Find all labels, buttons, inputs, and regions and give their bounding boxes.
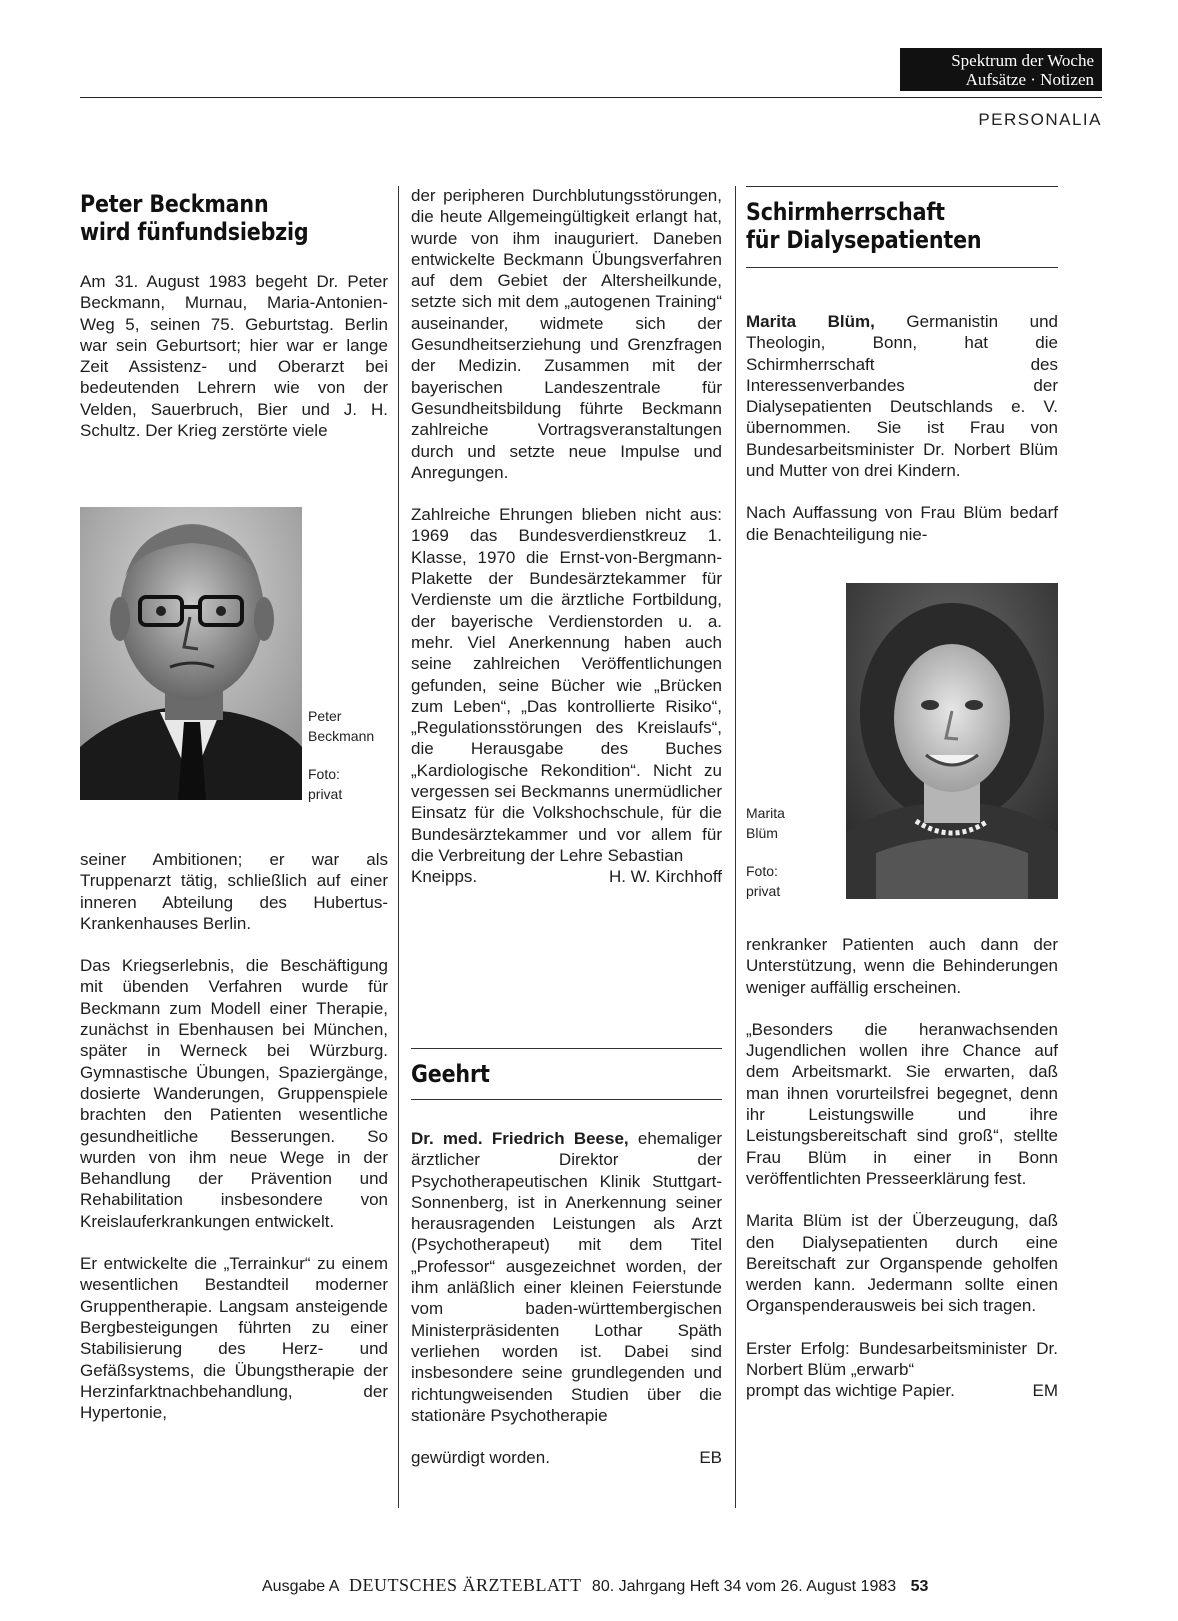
- article3-paragraph-4: „Besonders die heranwachsenden Jugendlichen wollen ihre Chance auf dem Arbeitsmarkt. Sie erwarten, daß man ihnen vorurteilsfrei begegnet, denn ihr Leistungswille und ihre Leistungsbereitschaft sind groß“, stellte Frau Blüm in einer in Bonn veröffentlichten Presseerklärung fest.: [746, 1019, 1058, 1188]
- article3-paragraph-3: renkranker Patienten auch dann der Unterstützung, wenn die Behinderungen weniger auffällig erscheinen.: [746, 935, 1058, 997]
- article1-paragraph-5: der peripheren Durchblutungsstörungen, die heute Allgemeingültigkeit erlangt hat, wurde von ihm inauguriert. Daneben entwickelte Beckmann Übungsverfahren auf dem Gebiet der Altersheilkunde, setzte sich mit dem „autogenen Training“ auseinander, widmete sich der Gesundheitserziehung und Grenzfragen der Medizin. Zusammen mit der bayerischen Landeszentrale für Gesundheitsbildung führte Beckmann zahlreiche Vortragsveranstaltungen durch und setzte neue Impulse und Anregungen.: [411, 186, 722, 482]
- article1-paragraph-1: Am 31. August 1983 begeht Dr. Peter Beckmann, Murnau, Maria-Antonien-Weg 5, seinen 75. Geburtstag. Berlin war sein Geburtsort; hier war er lange Zeit Assistenz- und Oberarzt bei bedeutenden Lehrern wie von der Velden, Sauerbruch, Bier und J. H. Schultz. Der Krieg zerstörte viele: [80, 272, 388, 441]
- column-divider-2: [735, 186, 736, 1508]
- article2-last-words: gewürdigt worden.: [411, 1448, 550, 1468]
- article3-paragraph-5: Marita Blüm ist der Überzeugung, daß den Dialysepatienten durch eine Bereitschaft zur Organspende geholfen werden kann. Jedermann sollte einen Organspenderausweis bei sich tragen.: [746, 1211, 1058, 1316]
- article1-last-word: Kneipps.: [411, 867, 478, 887]
- article1-author: H. W. Kirchhoff: [608, 867, 722, 887]
- article1-paragraph-2: seiner Ambitionen; er war als Truppenarzt tätig, schließlich auf einer inneren Abteilung des Hubertus-Krankenhauses Berlin.: [80, 850, 388, 933]
- page-footer: [262, 1575, 928, 1596]
- section-badge: [900, 48, 1102, 91]
- article1-paragraph-4: Er entwickelte die „Terrainkur“ zu einem wesentlichen Bestandteil moderner Gruppentherapie. Langsam ansteigende Bergbesteigungen führten zu einer Stabilisierung des Herz- und Gefäßsystems, die Übungstherapie der Herzinfarktnachbehandlung, der Hypertonie,: [80, 1254, 388, 1423]
- article3-person-name: Marita Blüm,: [746, 312, 875, 331]
- article1-paragraph-6: [411, 504, 722, 866]
- article1-paragraph-6-text: Zahlreiche Ehrungen blieben nicht aus: 1969 das Bundesverdienstkreuz 1. Klasse, 1970 die Ernst-von-Bergmann-Plakette der Bundesärztekammer für Verdienste um die ärztliche Fortbildung, der bayerische Verdienstorden u. a. mehr. Viel Anerkennung haben auch seine zahlreichen Veröffentlichungen gefunden, seine Bücher wie „Brücken zum Leben“, „Das kontrollierte Risiko“, „Regulationsstörungen des Kreislaufs“, die Herausgabe des Buches „Kardiologische Rekondition“. Nicht zu vergessen sei Beckmanns unermüdlicher Einsatz für die Volkshochschule, für die Bundesärztekammer und vor allem für die Verbreitung der Lehre Sebastian: [411, 505, 722, 865]
- article2-honoree-name: Dr. med. Friedrich Beese,: [411, 1129, 629, 1148]
- article3-paragraph-2: Nach Auffassung von Frau Blüm bedarf die Benachteiligung nie-: [746, 503, 1058, 544]
- caption-credit-line2: privat: [308, 786, 343, 802]
- badge-line-2: Aufsätze · Notizen: [965, 70, 1094, 89]
- article3-top-rule: [746, 186, 1058, 187]
- article1-column-2: [411, 185, 722, 888]
- caption-bluem-name-line2: Blüm: [746, 825, 778, 841]
- article3-title: [746, 198, 981, 254]
- article2-text: ehemaliger ärztlicher Direktor der Psychotherapeutischen Klinik Stuttgart-Sonnenberg, ist in Anerkennung seiner herausragenden Leistungen als Arzt (Psychotherapeut) mit dem Titel „Professor“ ausgezeichnet worden, der ihm anläßlich einer kleinen Feierstunde vom baden-württembergischen Ministerpräsidenten Lothar Späth verliehen worden ist. Dabei sind insbesondere seine grundlegenden und richtungweisenden Studien über die stationäre Psychotherapie: [411, 1129, 723, 1425]
- article3-title-line2: für Dialysepatienten: [746, 226, 982, 254]
- footer-issue: 80. Jahrgang Heft 34 vom 26. August 1983: [591, 1578, 897, 1595]
- article1-signature-line: [411, 866, 722, 887]
- caption-credit-line1: Foto:: [308, 766, 340, 782]
- footer-edition: Ausgabe A: [262, 1578, 339, 1595]
- caption-name-line2: Beckmann: [308, 728, 375, 744]
- article3-paragraph-6: Erster Erfolg: Bundesarbeitsminister Dr. Norbert Blüm „erwarb“: [746, 1338, 1058, 1380]
- article3-text-1: Germanistin und Theologin, Bonn, hat die Schirmherrschaft des Interessenverbandes der Dialysepatienten Deutschlands e. V. übernommen. Sie ist Frau von Bundesarbeitsminister Dr. Norbert Blüm und Mutter von drei Kindern.: [746, 312, 1058, 481]
- article3-title-line1: Schirmherrschaft: [746, 198, 945, 226]
- article1-paragraph-3: Das Kriegserlebnis, die Beschäftigung mit übenden Verfahren wurde für Beckmann zum Modell einer Therapie, zunächst in Ebenhausen bei München, später in Werneck bei Würzburg. Gymnastische Übungen, Spaziergänge, dosierte Wanderungen, Gruppenspiele brachten den Patienten wesentliche gesundheitliche Besserungen. So wurden von ihm neue Wege in der Behandlung der Prävention und Rehabilitation insbesondere von Kreislauferkrankungen entwickelt.: [80, 956, 388, 1231]
- footer-page-number: 53: [910, 1578, 929, 1595]
- header-rule: [80, 97, 1102, 98]
- article2-top-rule: [411, 1048, 722, 1049]
- article1-title: [80, 190, 309, 246]
- article2-paragraph: [411, 1128, 722, 1426]
- article1-title-line1: Peter Beckmann: [80, 190, 269, 218]
- article2-body: [411, 1128, 722, 1468]
- portrait-woman-illustration: [846, 583, 1058, 899]
- photo-caption-bluem: [746, 803, 785, 901]
- article3-intro: [746, 311, 1058, 545]
- section-label: PERSONALIA: [978, 110, 1102, 129]
- article2-title: Geehrt: [411, 1060, 490, 1088]
- caption-bluem-credit-line2: privat: [746, 883, 781, 899]
- article3-bottom-rule: [746, 267, 1058, 268]
- photo-marita-bluem: [846, 583, 1058, 899]
- caption-bluem-name-line1: Marita: [746, 805, 785, 821]
- article1-continued: [80, 849, 388, 1423]
- portrait-man-illustration: [80, 507, 302, 800]
- badge-line-1: Spektrum der Woche: [951, 51, 1094, 70]
- photo-peter-beckmann: [80, 507, 302, 800]
- article2-bottom-rule: [411, 1099, 722, 1100]
- caption-bluem-credit-line1: Foto:: [746, 863, 778, 879]
- article2-signature-line: [411, 1447, 722, 1468]
- article3-continued: [746, 934, 1058, 1402]
- article3-paragraph-1: [746, 311, 1058, 481]
- caption-name-line1: Peter: [308, 708, 342, 724]
- article1-intro: [80, 271, 388, 441]
- article2-author: EB: [699, 1448, 722, 1468]
- article3-signature-line: [746, 1380, 1058, 1401]
- article1-title-line2: wird fünfundsiebzig: [80, 218, 309, 246]
- article3-author: EM: [1032, 1381, 1058, 1401]
- column-divider-1: [398, 186, 399, 1508]
- footer-magazine-title: DEUTSCHES ÄRZTEBLATT: [348, 1575, 582, 1595]
- photo-caption-beckmann: [308, 706, 374, 804]
- article3-last-words: prompt das wichtige Papier.: [746, 1381, 955, 1401]
